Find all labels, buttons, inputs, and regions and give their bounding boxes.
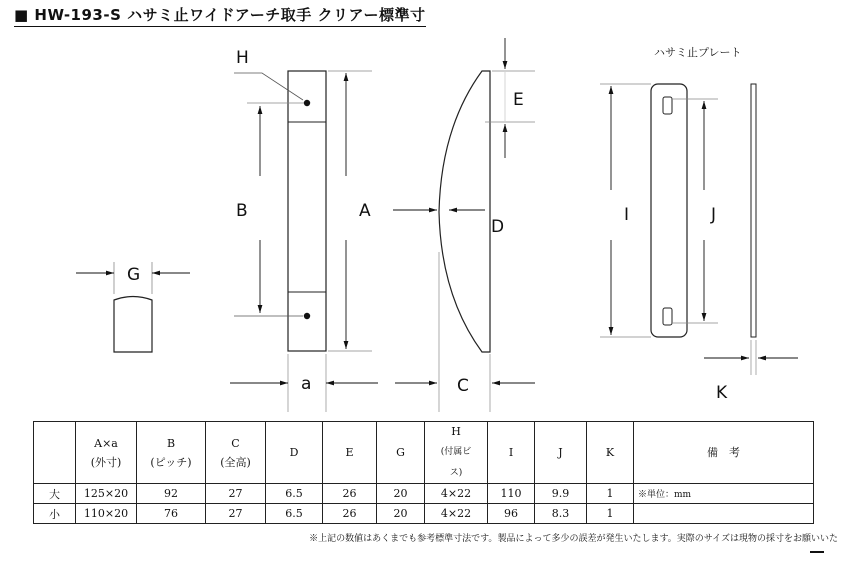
label-j: J bbox=[711, 205, 717, 225]
cell-g: 20 bbox=[377, 504, 425, 524]
cell-b: 92 bbox=[137, 484, 206, 504]
cell-g: 20 bbox=[377, 484, 425, 504]
cell-size: 大 bbox=[34, 484, 76, 504]
end-view-g bbox=[76, 262, 190, 352]
label-a-lower: a bbox=[301, 374, 312, 394]
header-c: C (全高) bbox=[206, 422, 266, 484]
header-remarks: 備 考 bbox=[634, 422, 814, 484]
spec-table bbox=[33, 421, 814, 524]
cell-e: 26 bbox=[323, 484, 377, 504]
plate-view bbox=[600, 45, 798, 403]
cell-c: 27 bbox=[206, 484, 266, 504]
label-a-upper: A bbox=[359, 201, 371, 221]
header-b: B (ピッチ) bbox=[137, 422, 206, 484]
header-k: K bbox=[587, 422, 634, 484]
cell-h: 4×22 bbox=[425, 484, 488, 504]
cell-size: 小 bbox=[34, 504, 76, 524]
header-size bbox=[34, 422, 76, 484]
label-h: H bbox=[236, 48, 249, 68]
cell-i: 110 bbox=[488, 484, 535, 504]
label-k: K bbox=[716, 383, 728, 403]
table-row bbox=[34, 484, 814, 504]
cell-j: 8.3 bbox=[535, 504, 587, 524]
label-b: B bbox=[236, 201, 248, 221]
label-e: E bbox=[513, 90, 524, 110]
cell-a-a: 110×20 bbox=[76, 504, 137, 524]
cell-b: 76 bbox=[137, 504, 206, 524]
cell-d: 6.5 bbox=[266, 484, 323, 504]
header-e: E bbox=[323, 422, 377, 484]
header-j: J bbox=[535, 422, 587, 484]
label-c: C bbox=[457, 376, 469, 396]
divider bbox=[810, 551, 824, 553]
cell-e: 26 bbox=[323, 504, 377, 524]
plate-title: ハサミ止プレート bbox=[654, 46, 742, 59]
page-title: ■ HW-193-S ハサミ止ワイドアーチ取手 クリアー標準寸 bbox=[14, 4, 426, 27]
table-header-row bbox=[34, 422, 814, 484]
label-d: D bbox=[491, 217, 505, 237]
cell-d: 6.5 bbox=[266, 504, 323, 524]
cell-a-a: 125×20 bbox=[76, 484, 137, 504]
cell-h: 4×22 bbox=[425, 504, 488, 524]
cell-k: 1 bbox=[587, 504, 634, 524]
cell-k: 1 bbox=[587, 484, 634, 504]
cell-j: 9.9 bbox=[535, 484, 587, 504]
label-g: G bbox=[127, 265, 141, 285]
header-d: D bbox=[266, 422, 323, 484]
front-view bbox=[230, 48, 378, 412]
side-view-arch bbox=[393, 38, 535, 412]
header-h: H (付属ビ ス) bbox=[425, 422, 488, 484]
header-i: I bbox=[488, 422, 535, 484]
footnote: ※上記の数値はあくまでも参考標準寸法です。製品によって多少の誤差が発生いたします。実際のサイズは現物の採寸をお願いいた bbox=[309, 534, 838, 544]
cell-i: 96 bbox=[488, 504, 535, 524]
cell-c: 27 bbox=[206, 504, 266, 524]
header-a-a: A×a (外寸) bbox=[76, 422, 137, 484]
cell-note bbox=[634, 504, 814, 524]
table-row bbox=[34, 504, 814, 524]
header-g: G bbox=[377, 422, 425, 484]
label-i: I bbox=[624, 205, 630, 225]
cell-note: ※単位：mm bbox=[634, 484, 814, 504]
